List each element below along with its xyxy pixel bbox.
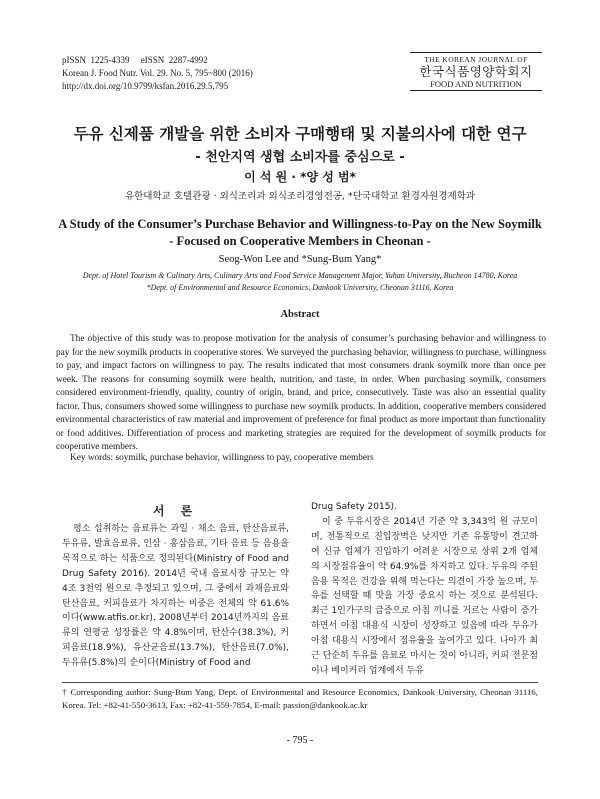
intro-paragraph-2: 이 중 두유시장은 2014년 기준 약 3,343억 원 규모이며, 전통적으로 진입장벽은 낮지만 기존 유통망이 견고하여 신규 업체가 진입하기 어려운 시장으로 상위 2개 업체의 시장점유율이 약 64.9%를 차지하고 있다. 두유의 주된 음용 목적은 건강을 위해 먹는다는 의견이 가장 높으며, 두유를 선택할 때 맛을 가장 중요시 하는 것으로 분석된다. 최근 1인가구의 급증으로 아침 끼니를 거르는 사람이 증가하면서 아침 대용식 시장이 성장하고 있음에 따라 두유가 아침 대용식 시장에서 점유율을 높여가고 있다. 나아가 최근 단순히 두유를 음료로 마시는 것이 아니라, 커피 전문점이나 베이커리 업계에서 두유 (311, 516, 538, 676)
affiliations-korean: 유한대학교 호텔관광 · 외식조리과 외식조리경영전공, *단국대학교 환경자원경제학과 (124, 191, 476, 202)
issn-line: pISSN 1225-4339 eISSN 2287-4992 (62, 55, 208, 65)
affiliation-english-2: *Dept. of Environmental and Resource Economics, Dankook University, Cheonan 31116, Korea (146, 283, 454, 292)
title-korean: 두유 신제품 개발을 위한 소비자 구매행태 및 지불의사에 대한 연구 (73, 125, 527, 143)
journal-name-en-top: THE KOREAN JOURNAL OF (424, 55, 528, 64)
journal-name-ko: 한국식품영양학회지 (419, 64, 533, 79)
journal-name-en-bottom: FOOD AND NUTRITION (410, 79, 542, 91)
subtitle-korean: - 천안지역 생협 소비자를 중심으로 - (195, 150, 405, 165)
intro-paragraph-1: 평소 섭취하는 음료류는 과일 · 채소 음료, 탄산음료류, 두유류, 발효음료류, 인삼 · 홍삼음료, 기타 음료 등 음용을 목적으로 하는 식품으로 정의된다(Ministry of Food and Drug Safety 2016). 2014년 국내 음료시장 규모는 약 4조 3천억 원으로 추정되고 있으며, 그 중에서 과채음료와 탄산음료, 커피음료가 차지하는 비중은 전체의 약 61.6%이다(www.atfis.or.kr). 2008년부터 2014년까지의 음료류의 연평균 성장률은 약 4.8%이며, 탄산수(38.3%), 커피음료(18.9%), 유산균음료(13.7%), 탄산음료(7.0%), 두유류(5.8%)의 순이다(Ministry of Food and (62, 524, 289, 669)
page-number: - 795 - (286, 735, 314, 746)
footnote-divider (62, 682, 538, 683)
title-english: A Study of the Consumer’s Purchase Behavior and Willingness-to-Pay on the New Soymilk (58, 217, 542, 231)
authors-korean: 이 석 원 · *양 성 범* (244, 170, 356, 184)
authors-english: Seog-Won Lee and *Sung-Bum Yang* (218, 254, 382, 265)
citation-line: Korean J. Food Nutr. Vol. 29. No. 5, 795~800 (2016) (62, 68, 253, 78)
doi-link[interactable]: http://dx.doi.org/10.9799/ksfan.2016.29.5.795 (62, 81, 229, 91)
abstract-text: The objective of this study was to propose motivation for the analysis of consumer’s purchasing behavior and willingness to pay for the new soymilk products in cooperative stores. We surveyed the purchasing behavior, willingness to purchase, willingness to pay, and impact factors on willingness to pay. The results indicated that most consumers drank soymilk more than once per week. The reasons for consuming soymilk were health, nutrition, and taste, in order. When purchasing soymilk, consumers considered environment-friendly, quality, country of origin, brand, and price, consecutively. Taste was also an essential quality factor. Thus, consumers showed some willingness to purchase new soymilk products. In addition, cooperative members considered environmental characteristics of raw material and improvement of preference for final product as more important than functionality or food additives. Differentiation of process and marketing strategies are required for the development of soymilk products for cooperative members. (56, 334, 546, 452)
body-column-left (62, 500, 289, 671)
citation-block (62, 54, 253, 93)
intro-paragraph-1-continued: Drug Safety 2015). (311, 502, 397, 512)
subtitle-english: - Focused on Cooperative Members in Cheonan - (169, 234, 431, 248)
corresponding-author-footnote: † Corresponding author: Sung-Bum Yang, Dept. of Environmental and Resource Economics, Dankook University, Cheonan 31116, Korea. Tel: +82-41-550-3613, Fax: +82-41-559-7854, E-mail: passion@dankook.ac.kr (62, 687, 538, 710)
journal-logo (410, 52, 542, 91)
section-heading-introduction: 서 론 (152, 504, 199, 518)
keywords: Key words: soymilk, purchase behavior, willingness to pay, cooperative members (70, 453, 374, 463)
affiliation-english-1: Dept. of Hotel Tourism & Culinary Arts, Culinary Arts and Food Service Management Major, Yuhan University, Bucheon 14780, Korea (82, 271, 518, 280)
body-column-right (311, 500, 538, 679)
abstract-heading: Abstract (280, 309, 320, 320)
